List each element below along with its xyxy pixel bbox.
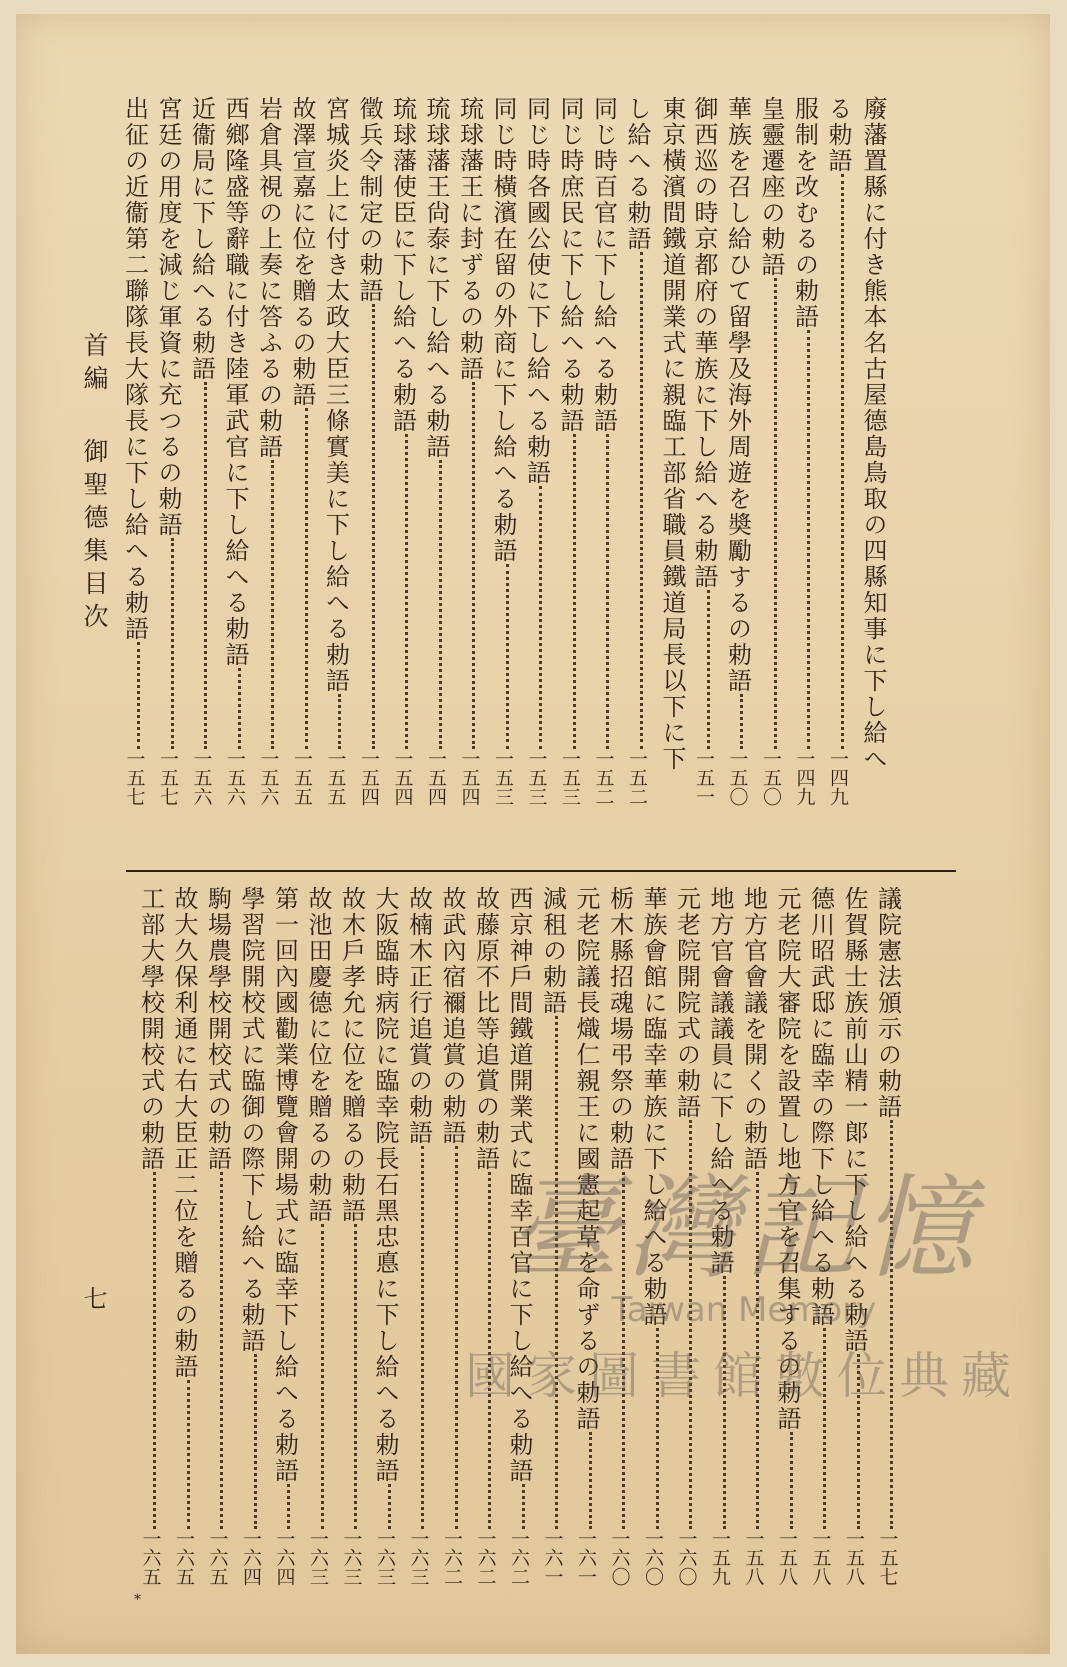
dot-leader (230, 668, 241, 749)
toc-entry-page: 一六五 (173, 1529, 195, 1586)
dot-leader (464, 382, 475, 749)
toc-entry-title: 同じ時各國公使に下し給へる勅語 (523, 96, 551, 486)
toc-entry-title: 地方官會議を開くの勅語 (740, 886, 768, 1172)
toc-entry (724, 96, 754, 836)
toc-entry-title: 故大久保利通に右大臣正二位を贈るの勅語 (170, 886, 198, 1380)
toc-entry-page: 一六二 (508, 1529, 530, 1586)
dot-leader (163, 538, 174, 749)
toc-entry-page: 一六三 (407, 1529, 430, 1586)
dot-leader (279, 1484, 290, 1529)
toc-entry-title: 皇靈遷座の勅語 (757, 96, 785, 278)
toc-entry-title: 同じ時百官に下し給へる勅語 (590, 96, 618, 434)
dot-leader (531, 486, 542, 749)
dot-leader (179, 1380, 190, 1529)
toc-entry (255, 96, 285, 836)
dot-leader (498, 564, 509, 749)
taiwan-memory-watermark (464, 1164, 1024, 1408)
dot-leader (699, 590, 710, 749)
toc-entry-title: 故澤宣嘉に位を贈るの勅語 (288, 96, 316, 408)
toc-entry-page: 一五六 (224, 749, 246, 806)
toc-entry-page: 一五〇 (760, 749, 782, 806)
dot-leader (732, 694, 743, 749)
dot-leader (514, 1484, 525, 1529)
toc-entry-title: 西京神戶間鐵道開業式に臨幸百官に下し給へる勅語 (505, 886, 533, 1484)
toc-entry-title: 故楠木正行追賞の勅語 (405, 886, 433, 1146)
toc-entry-page: 一四九 (793, 749, 816, 806)
watermark-chinese: 臺灣記憶 (508, 1164, 980, 1294)
toc-entry (271, 886, 301, 1616)
toc-entry (322, 96, 352, 836)
section-title: 首編 (80, 332, 109, 398)
book-title: 御聖德集目次 (80, 438, 109, 636)
toc-entry-title: 故藤原不比等追賞の勅語 (472, 886, 500, 1172)
toc-entry-title: 西鄉隆盛等辭職に付き陸軍武官に下し給へる勅語 (221, 96, 249, 668)
toc-entry-title: 佐賀縣士族前山精一郞に下し給へる勅語 (840, 886, 868, 1354)
toc-entry (204, 886, 234, 1616)
dot-leader (632, 252, 643, 749)
dot-leader (145, 1172, 156, 1529)
toc-entry (238, 886, 268, 1616)
watermark-english: Taiwan Memory (611, 1290, 877, 1330)
watermark-library: 國家圖書館數位典藏 (465, 1347, 1023, 1405)
toc-entry (305, 886, 335, 1616)
toc-entry-title: し給へる勅語 (623, 96, 651, 252)
toc-entry-page: 一六二 (441, 1529, 463, 1586)
toc-entry (791, 96, 821, 836)
toc-entry-title: 故武內宿禰追賞の勅語 (438, 886, 466, 1146)
toc-entry-title: 地方官會議議員に下し給へる勅語 (706, 886, 734, 1276)
toc-entry-page: 一五四 (425, 749, 447, 806)
dot-leader (246, 1354, 257, 1529)
toc-entry-page: 一六一 (575, 1529, 597, 1586)
toc-entry-title: 駒場農學校開校式の勅語 (204, 886, 232, 1172)
dot-leader (782, 1432, 793, 1529)
dot-leader (263, 460, 274, 749)
book-page (16, 14, 1050, 1654)
print-mark: * (134, 1592, 141, 1608)
toc-entry-title: 服制を改むるの勅語 (791, 96, 819, 330)
dot-leader (313, 1224, 324, 1529)
toc-entry (389, 96, 419, 836)
toc-entry (590, 96, 620, 836)
toc-entry (338, 886, 368, 1616)
toc-entry-title: 琉球藩使臣に下し給へる勅語 (389, 96, 417, 434)
toc-entry-page: 一五五 (291, 749, 313, 806)
toc-entry (121, 96, 151, 836)
dot-leader (565, 434, 576, 749)
toc-entry-page: 一五七 (876, 1529, 899, 1586)
toc-entry-title: 大阪臨時病院に臨幸院長石黑忠悳に下し給へる勅語 (371, 886, 399, 1484)
toc-entry-title: 宮廷の用度を減じ軍資に充つるの勅語 (154, 96, 182, 538)
toc-entry (691, 96, 721, 836)
toc-entry-title: 第一回內國勸業博覽會開場式に臨幸下し給へる勅語 (271, 886, 299, 1484)
toc-entry-title: 廢藩置縣に付き熊本名古屋德島鳥取の四縣知事に下し給へ (859, 96, 887, 772)
toc-entry-title: 近衞局に下し給へる勅語 (188, 96, 216, 382)
toc-entry-title: 議院憲法頒示の勅語 (874, 886, 902, 1120)
dot-leader (196, 382, 207, 749)
toc-entry-title: 華族會館に臨幸華族に下し給へる勅語 (639, 886, 667, 1328)
dot-leader (364, 304, 375, 749)
toc-entry (825, 96, 855, 836)
toc-entry-page: 一五九 (709, 1529, 731, 1586)
dot-leader (330, 694, 341, 749)
toc-entry-title: 出征の近衞第二聯隊長大隊長に下し給へる勅語 (121, 96, 149, 642)
toc-entry-title: 元老院大審院を設置し地方官を召集するの勅語 (773, 886, 801, 1432)
toc-entry-page: 一五四 (458, 749, 481, 806)
toc-entry (858, 96, 888, 836)
dot-leader (297, 408, 308, 749)
toc-entry-page: 一五三 (559, 749, 581, 806)
toc-entry-page: 一五六 (257, 749, 280, 806)
toc-entry-title: 德川昭武邸に臨幸の際下し給へる勅語 (807, 886, 835, 1328)
toc-entry-page: 一五八 (843, 1529, 865, 1586)
toc-entry-page: 一六〇 (675, 1529, 698, 1586)
toc-entry-title: 徵兵令制定の勅語 (355, 96, 383, 304)
folio-number: 七 (79, 1286, 107, 1310)
toc-entry (624, 96, 654, 836)
dot-leader (799, 330, 810, 749)
toc-entry-page: 一五七 (157, 749, 179, 806)
toc-entry-page: 一六二 (474, 1529, 497, 1586)
toc-entry (137, 886, 167, 1616)
dot-leader (447, 1146, 458, 1529)
dot-leader (413, 1146, 424, 1529)
dot-leader (431, 460, 442, 749)
toc-entry-page: 一五四 (391, 749, 414, 806)
toc-entry-title: 減租の勅語 (539, 886, 567, 1016)
toc-entry-page: 一五八 (776, 1529, 798, 1586)
toc-entry-page: 一五四 (358, 749, 380, 806)
toc-entry-page: 一四九 (827, 749, 849, 806)
toc-entry (289, 96, 319, 836)
toc-entry (222, 96, 252, 836)
toc-entry-title: 學習院開校式に臨御の際下し給へる勅語 (237, 886, 265, 1354)
dot-leader (129, 642, 140, 749)
toc-entry-page: 一五七 (123, 749, 146, 806)
toc-entry (557, 96, 587, 836)
dot-leader (833, 174, 844, 749)
toc-entry-title: 栃木縣招魂場弔祭の勅語 (606, 886, 634, 1172)
section-divider (126, 870, 956, 872)
toc-entry-title: 同じ時橫濱在留の外商に下し給へる勅語 (489, 96, 517, 564)
toc-entry-title: 工部大學校開校式の勅語 (137, 886, 165, 1172)
toc-entry (356, 96, 386, 836)
toc-entry (523, 96, 553, 836)
toc-entry-title: 琉球藩王尙泰に下し給へる勅語 (422, 96, 450, 460)
toc-entry-page: 一五五 (324, 749, 347, 806)
toc-entry-page: 一六〇 (608, 1529, 631, 1586)
toc-entry-page: 一六五 (139, 1529, 162, 1586)
toc-entry-title: 華族を召し給ひて留學及海外周遊を奬勵するの勅語 (724, 96, 752, 694)
toc-entry-page: 一五二 (626, 749, 648, 806)
dot-leader (212, 1172, 223, 1529)
dot-leader (380, 1484, 391, 1529)
toc-entry (155, 96, 185, 836)
toc-entry (758, 96, 788, 836)
toc-entry-page: 一六一 (541, 1529, 564, 1586)
toc-entry (657, 96, 687, 836)
toc-entry-page: 一六三 (374, 1529, 396, 1586)
toc-entry-page: 一五三 (525, 749, 548, 806)
toc-entry-page: 一六五 (206, 1529, 229, 1586)
toc-entry (490, 96, 520, 836)
toc-entry-title: 宮城炎上に付き太政大臣三條實美に下し給へる勅語 (322, 96, 350, 694)
toc-entry-page: 一六四 (273, 1529, 296, 1586)
toc-entry (171, 886, 201, 1616)
dot-leader (581, 1432, 592, 1529)
toc-entry (188, 96, 218, 836)
toc-entry-title: 故木戶孝允に位を贈るの勅語 (338, 886, 366, 1224)
toc-entry-page: 一六四 (240, 1529, 262, 1586)
running-header (76, 332, 112, 636)
toc-entry-title: る勅語 (824, 96, 852, 174)
toc-entry-page: 一六三 (340, 1529, 363, 1586)
toc-entry-page: 一五三 (492, 749, 514, 806)
toc-entry-page: 一五一 (693, 749, 715, 806)
dot-leader (598, 434, 609, 749)
toc-entry-title: 岩倉具視の上奏に答ふるの勅語 (255, 96, 283, 460)
toc-entry-page: 一五二 (592, 749, 615, 806)
toc-entry-title: 御西巡の時京都府の華族に下し給へる勅語 (690, 96, 718, 590)
toc-entry-title: 同じ時庶民に下し給へる勅語 (556, 96, 584, 434)
dot-leader (346, 1224, 357, 1529)
toc-entry-page: 一六三 (307, 1529, 329, 1586)
toc-entry-title: 東京橫濱間鐵道開業式に親臨工部省職員鐵道局長以下に下 (658, 96, 686, 772)
toc-entry-page: 一五〇 (726, 749, 749, 806)
toc-entry-page: 一五六 (190, 749, 213, 806)
dot-leader (397, 434, 408, 749)
toc-entry (423, 96, 453, 836)
toc-entry-title: 故池田慶德に位を贈るの勅語 (304, 886, 332, 1224)
toc-entry (372, 886, 402, 1616)
toc-entry-page: 一六〇 (642, 1529, 664, 1586)
dot-leader (766, 278, 777, 749)
toc-entry-title: 元老院開院式の勅語 (673, 886, 701, 1120)
toc-entry-page: 一五八 (742, 1529, 765, 1586)
toc-entry (405, 886, 435, 1616)
toc-entry-title: 元老院議長熾仁親王に國憲起草を命ずるの勅語 (572, 886, 600, 1432)
toc-entry-page: 一五八 (809, 1529, 832, 1586)
toc-entry (456, 96, 486, 836)
toc-entry-title: 琉球藩王に封ずるの勅語 (456, 96, 484, 382)
